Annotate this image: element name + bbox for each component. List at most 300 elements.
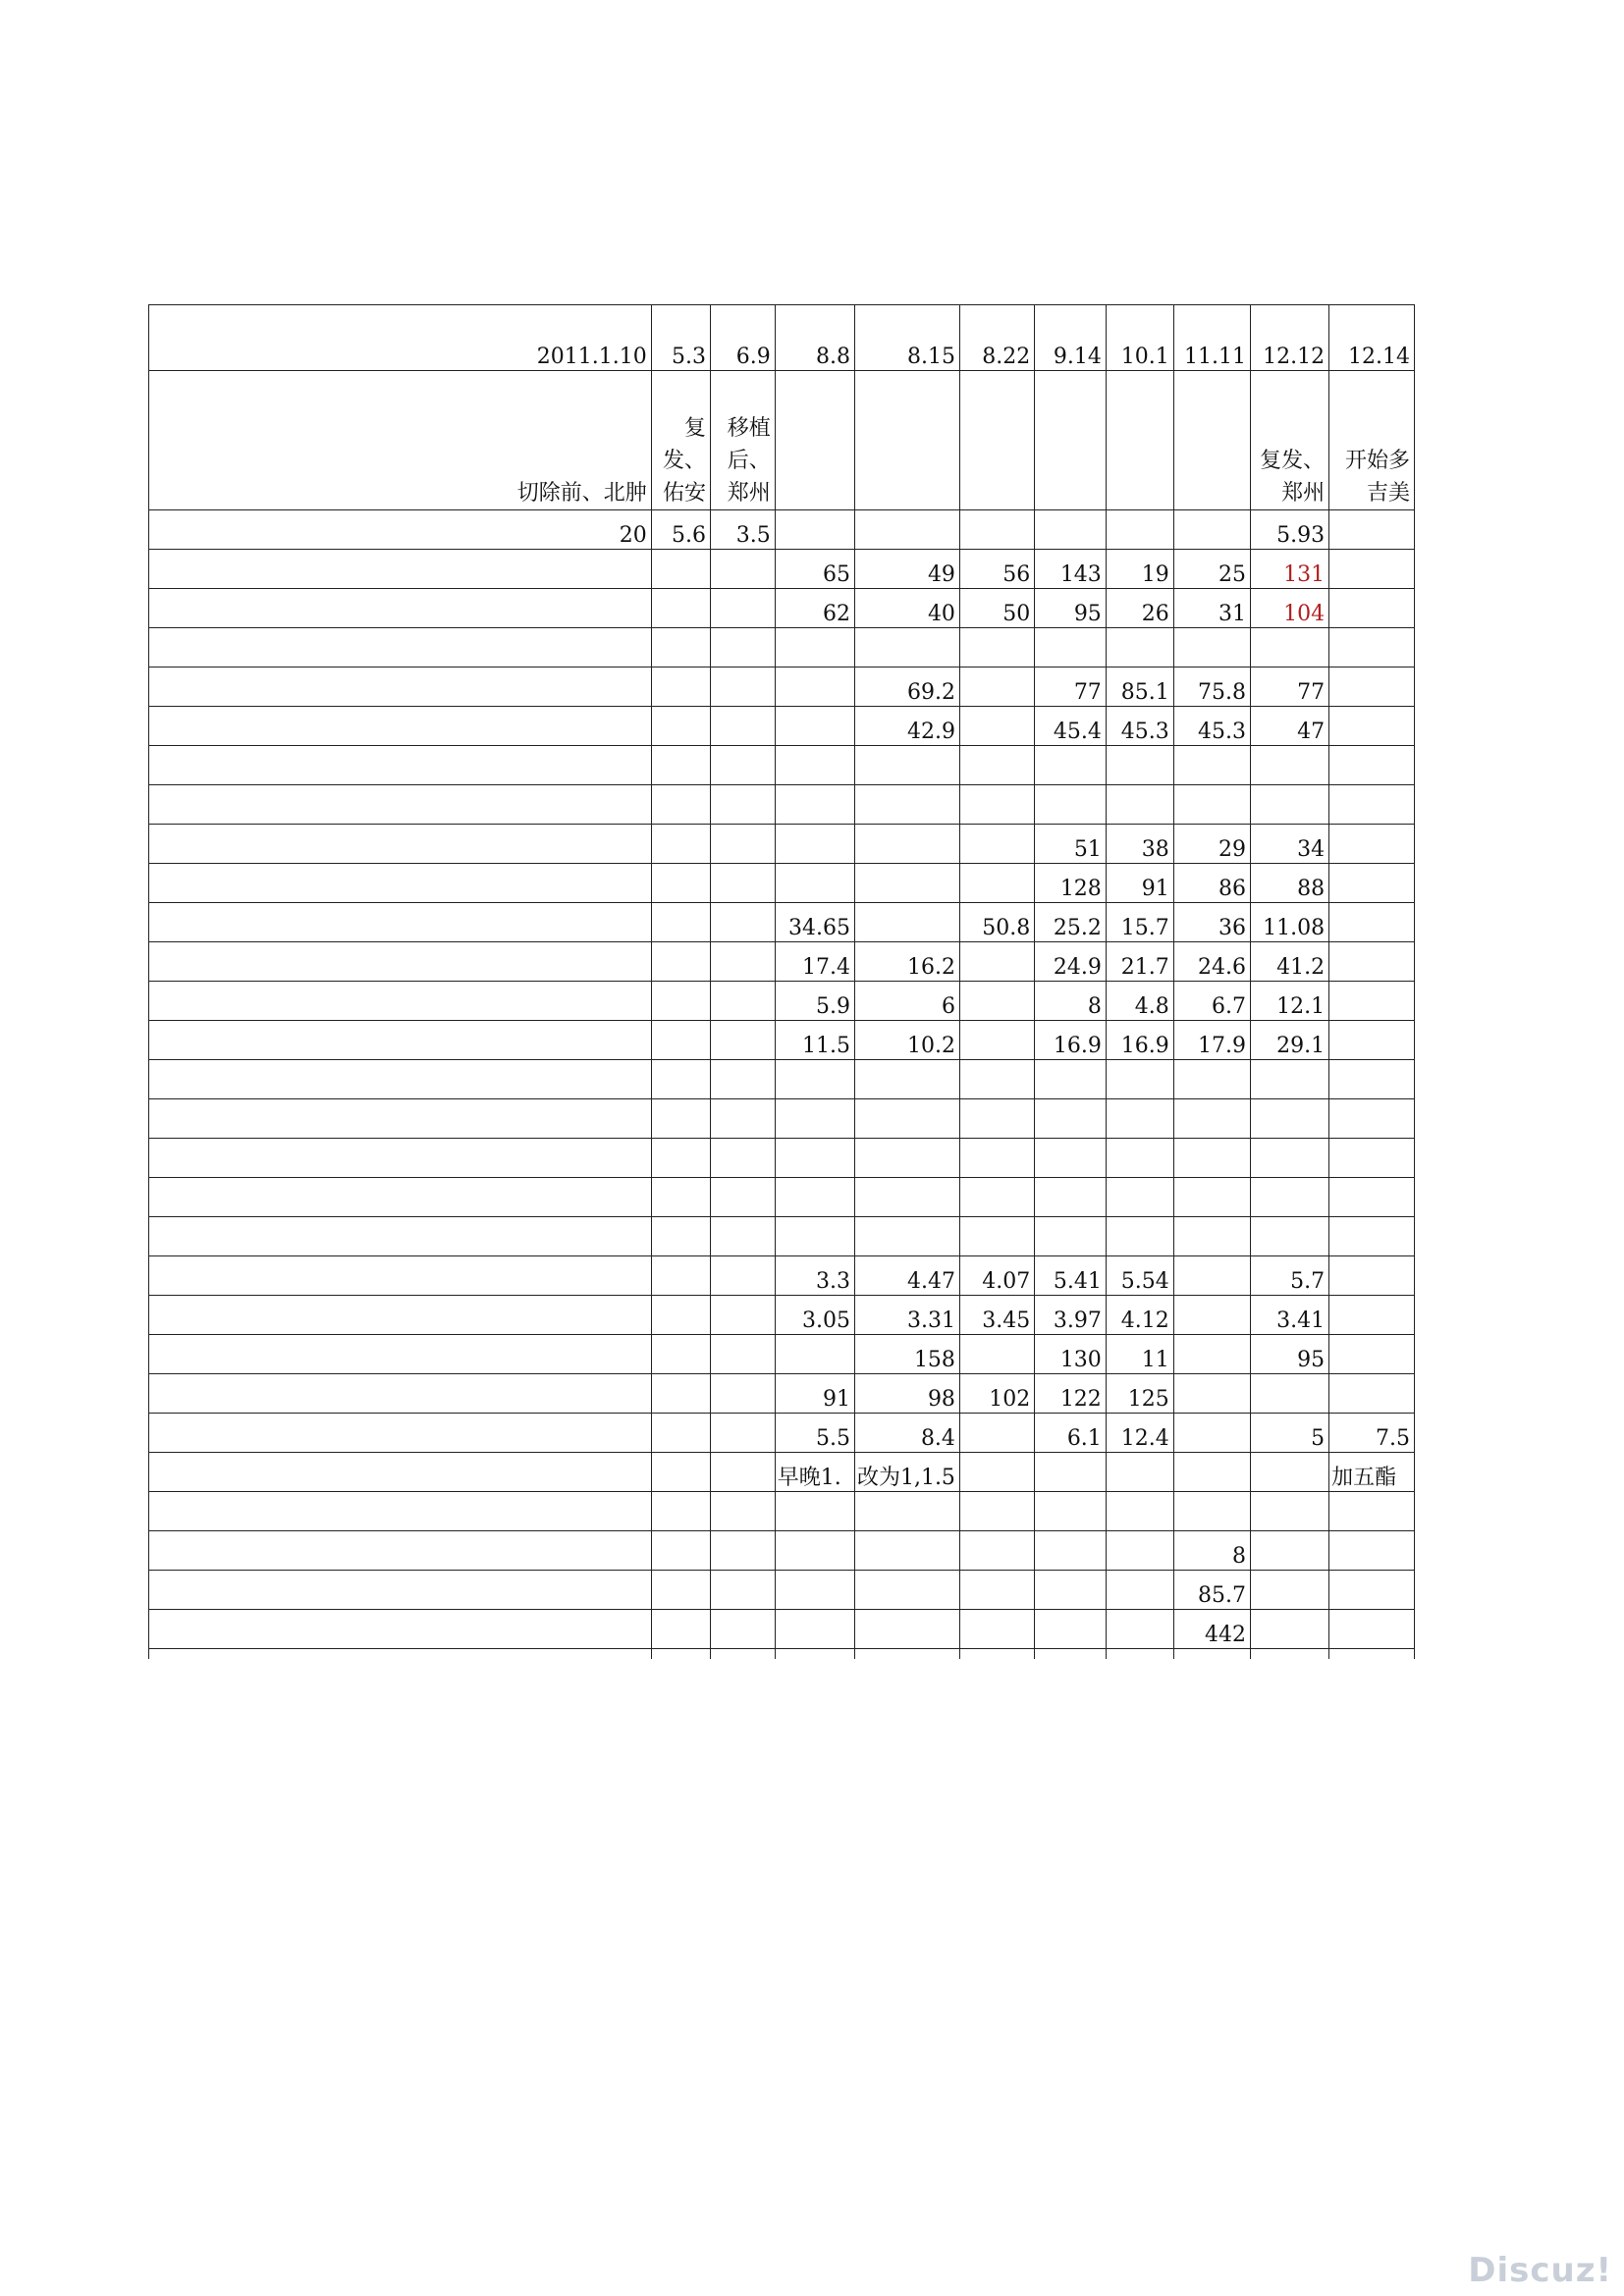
- table-cell: [651, 864, 710, 903]
- note-cell: [710, 371, 775, 510]
- table-row: [149, 1610, 1415, 1649]
- table-cell: 75.8: [1173, 667, 1250, 707]
- table-cell: 24.9: [1035, 942, 1107, 982]
- header-date-cell: 10.1: [1106, 305, 1173, 371]
- table-cell: [959, 1414, 1034, 1453]
- header-date-cell: 8.15: [854, 305, 959, 371]
- table-cell: [854, 1139, 959, 1178]
- table-row: [149, 1139, 1415, 1178]
- table-cell: [854, 1217, 959, 1256]
- table-cell: [710, 667, 775, 707]
- table-row: [149, 707, 1415, 746]
- table-cell: [651, 1139, 710, 1178]
- table-row: [149, 1178, 1415, 1217]
- table-cell: 6: [854, 982, 959, 1021]
- table-cell: [1035, 1649, 1107, 1660]
- table-cell: [854, 1060, 959, 1099]
- table-cell: [651, 1649, 710, 1660]
- table-cell: [854, 903, 959, 942]
- table-cell: 5.41: [1035, 1256, 1107, 1296]
- table-cell: [651, 825, 710, 864]
- table-cell: [1329, 1021, 1415, 1060]
- table-cell: [1173, 1296, 1250, 1335]
- table-cell: [959, 1571, 1034, 1610]
- table-cell: [710, 1099, 775, 1139]
- table-cell: 3.41: [1251, 1296, 1329, 1335]
- table-cell: [1173, 1060, 1250, 1099]
- table-cell: 24.6: [1173, 942, 1250, 982]
- table-cell: [651, 1453, 710, 1492]
- note-text: 复发、郑州: [1260, 449, 1326, 506]
- table-cell: [149, 825, 652, 864]
- table-cell: [775, 1139, 854, 1178]
- table-cell: 16.9: [1035, 1021, 1107, 1060]
- table-cell: 4.8: [1106, 982, 1173, 1021]
- table-cell: [710, 1021, 775, 1060]
- table-cell: [1251, 785, 1329, 825]
- table-cell: [775, 628, 854, 667]
- table-row: [149, 1492, 1415, 1531]
- table-cell: [775, 1649, 854, 1660]
- table-cell: 85.7: [1173, 1571, 1250, 1610]
- table-cell: [775, 1492, 854, 1531]
- table-cell: 34: [1251, 825, 1329, 864]
- table-cell: [710, 785, 775, 825]
- table-cell: [651, 942, 710, 982]
- table-cell: [1251, 1139, 1329, 1178]
- table-cell: [854, 1178, 959, 1217]
- table-cell: [710, 1217, 775, 1256]
- table-cell: [1329, 707, 1415, 746]
- table-cell: [149, 982, 652, 1021]
- table-cell: [854, 628, 959, 667]
- table-cell: [1035, 1492, 1107, 1531]
- table-cell: 16.9: [1106, 1021, 1173, 1060]
- table-cell: [1329, 550, 1415, 589]
- table-cell: 125: [1106, 1374, 1173, 1414]
- table-row: [149, 746, 1415, 785]
- table-cell: 158: [854, 1335, 959, 1374]
- table-row: [149, 1296, 1415, 1335]
- table-cell: [1106, 746, 1173, 785]
- table-cell: [1035, 1531, 1107, 1571]
- table-cell: [149, 903, 652, 942]
- table-cell: 131: [1251, 550, 1329, 589]
- table-cell: 29.1: [1251, 1021, 1329, 1060]
- table-cell: [651, 667, 710, 707]
- table-cell: 5.9: [775, 982, 854, 1021]
- table-cell: [959, 1335, 1034, 1374]
- table-cell: 45.4: [1035, 707, 1107, 746]
- table-cell: [1329, 1374, 1415, 1414]
- table-cell: [651, 1492, 710, 1531]
- table-cell: [1035, 628, 1107, 667]
- table-cell: [1251, 1374, 1329, 1414]
- table-cell: [775, 1571, 854, 1610]
- table-cell: 65: [775, 550, 854, 589]
- table-cell: [1173, 785, 1250, 825]
- table-cell: [149, 1099, 652, 1139]
- header-date-cell: 11.11: [1173, 305, 1250, 371]
- table-cell: 95: [1251, 1335, 1329, 1374]
- table-cell: [854, 1099, 959, 1139]
- table-cell: [149, 785, 652, 825]
- table-cell: [1329, 1335, 1415, 1374]
- table-cell: [651, 1531, 710, 1571]
- table-cell: [149, 1256, 652, 1296]
- table-cell: 19: [1106, 550, 1173, 589]
- table-row: [149, 1021, 1415, 1060]
- table-cell: [149, 1021, 652, 1060]
- table-cell: 3.3: [775, 1256, 854, 1296]
- note-text: 复发、佑安: [662, 416, 706, 506]
- table-cell: [651, 1335, 710, 1374]
- table-row: [149, 1571, 1415, 1610]
- table-cell: [959, 982, 1034, 1021]
- table-cell: [710, 628, 775, 667]
- table-cell: [149, 864, 652, 903]
- table-cell: [1035, 785, 1107, 825]
- table-cell: [775, 864, 854, 903]
- table-cell: [1329, 1217, 1415, 1256]
- table-cell: 17.9: [1173, 1021, 1250, 1060]
- table-cell: [1329, 1571, 1415, 1610]
- table-cell: 130: [1035, 1335, 1107, 1374]
- table-cell: [710, 1374, 775, 1414]
- table-cell: [1035, 1060, 1107, 1099]
- table-cell: [1035, 1571, 1107, 1610]
- table-cell: [651, 1178, 710, 1217]
- table-cell: [1251, 1610, 1329, 1649]
- note-text: 开始多吉美: [1344, 449, 1410, 506]
- table-cell: [1106, 785, 1173, 825]
- table-cell: 45.3: [1106, 707, 1173, 746]
- table-cell: [959, 1060, 1034, 1099]
- table-cell: [710, 1610, 775, 1649]
- table-cell: 17.4: [775, 942, 854, 982]
- note-cell: [651, 371, 710, 510]
- table-cell: [1329, 1060, 1415, 1099]
- table-cell: 12.4: [1106, 1414, 1173, 1453]
- table-cell: [651, 1571, 710, 1610]
- table-cell: [1329, 1139, 1415, 1178]
- table-cell: [1251, 1649, 1329, 1660]
- table-row: [149, 1531, 1415, 1571]
- table-cell: [1106, 1571, 1173, 1610]
- table-cell: [1173, 1335, 1250, 1374]
- table-cell: 25: [1173, 550, 1250, 589]
- table-cell: 88: [1251, 864, 1329, 903]
- table-cell: 5: [1251, 1414, 1329, 1453]
- table-row: [149, 1060, 1415, 1099]
- note-cell: [775, 371, 854, 510]
- table-cell: 25.2: [1035, 903, 1107, 942]
- table-cell: [1035, 1453, 1107, 1492]
- table-cell: [149, 1414, 652, 1453]
- table-cell: [149, 707, 652, 746]
- header-date-cell: 6.9: [710, 305, 775, 371]
- table-cell: [1106, 1531, 1173, 1571]
- table-row: [149, 1256, 1415, 1296]
- table-cell: 5.54: [1106, 1256, 1173, 1296]
- table-row: [149, 1335, 1415, 1374]
- table-cell: [959, 1531, 1034, 1571]
- table-cell: [1329, 1178, 1415, 1217]
- table-cell: [775, 1060, 854, 1099]
- table-cell: [710, 1296, 775, 1335]
- table-cell: [1329, 746, 1415, 785]
- table-cell: [710, 746, 775, 785]
- table-cell: [775, 667, 854, 707]
- table-cell: [1329, 982, 1415, 1021]
- table-cell: [854, 510, 959, 550]
- table-cell: [1035, 510, 1107, 550]
- table-cell: [651, 550, 710, 589]
- table-cell: [651, 785, 710, 825]
- table-cell: [710, 1139, 775, 1178]
- table-cell: 26: [1106, 589, 1173, 628]
- table-cell: [775, 825, 854, 864]
- table-cell: [959, 746, 1034, 785]
- table-cell: 改为1,1.5: [854, 1453, 959, 1492]
- table-cell: [1106, 1649, 1173, 1660]
- table-cell: [149, 746, 652, 785]
- table-cell: [710, 707, 775, 746]
- table-cell: [854, 746, 959, 785]
- table-cell: [149, 628, 652, 667]
- table-cell: [959, 1178, 1034, 1217]
- table-cell: 95: [1035, 589, 1107, 628]
- table-cell: 69.2: [854, 667, 959, 707]
- table-cell: [959, 628, 1034, 667]
- table-cell: [710, 550, 775, 589]
- table-cell: [710, 1335, 775, 1374]
- table-cell: 47: [1251, 707, 1329, 746]
- table-cell: 8.4: [854, 1414, 959, 1453]
- table-cell: [149, 667, 652, 707]
- table-cell: [959, 667, 1034, 707]
- table-cell: [854, 785, 959, 825]
- table-cell: [959, 1217, 1034, 1256]
- header-date-cell: 12.12: [1251, 305, 1329, 371]
- table-cell: 3.05: [775, 1296, 854, 1335]
- table-cell: [1329, 1610, 1415, 1649]
- table-row: [149, 903, 1415, 942]
- table-cell: [1106, 1492, 1173, 1531]
- table-cell: [1329, 628, 1415, 667]
- table-cell: [1035, 1178, 1107, 1217]
- table-cell: 49: [854, 550, 959, 589]
- table-cell: [1251, 1099, 1329, 1139]
- note-text: 切除前、北肿: [516, 481, 647, 506]
- table-cell: 62: [775, 589, 854, 628]
- table-cell: [1173, 1453, 1250, 1492]
- table-cell: [1173, 1099, 1250, 1139]
- table-cell: [1251, 746, 1329, 785]
- table-cell: 34.65: [775, 903, 854, 942]
- table-cell: [1329, 785, 1415, 825]
- table-cell: [1035, 1099, 1107, 1139]
- discuz-watermark: Discuz!: [1468, 2251, 1612, 2290]
- table-cell: [651, 628, 710, 667]
- table-cell: [1173, 1217, 1250, 1256]
- note-cell: [1035, 371, 1107, 510]
- table-cell: [1329, 1256, 1415, 1296]
- table-cell: [775, 785, 854, 825]
- table-cell: [854, 1571, 959, 1610]
- table-cell: 10.2: [854, 1021, 959, 1060]
- table-cell: [149, 1649, 652, 1660]
- data-table: [148, 304, 1415, 1659]
- table-cell: 11.08: [1251, 903, 1329, 942]
- table-cell: 122: [1035, 1374, 1107, 1414]
- table-cell: 3.97: [1035, 1296, 1107, 1335]
- table-cell: [1251, 1492, 1329, 1531]
- table-cell: [1106, 1099, 1173, 1139]
- table-cell: 77: [1251, 667, 1329, 707]
- table-cell: 8: [1173, 1531, 1250, 1571]
- table-cell: [149, 1571, 652, 1610]
- table-cell: [959, 1453, 1034, 1492]
- table-cell: [959, 1021, 1034, 1060]
- table-cell: 98: [854, 1374, 959, 1414]
- table-cell: [651, 589, 710, 628]
- table-cell: 36: [1173, 903, 1250, 942]
- table-cell: [854, 1531, 959, 1571]
- table-cell: [710, 864, 775, 903]
- table-cell: [1173, 1178, 1250, 1217]
- header-date-cell: 5.3: [651, 305, 710, 371]
- table-cell: [651, 903, 710, 942]
- table-cell: [1106, 1139, 1173, 1178]
- table-cell: 29: [1173, 825, 1250, 864]
- table-row: [149, 1414, 1415, 1453]
- table-cell: [775, 1610, 854, 1649]
- notes-row: [149, 371, 1415, 510]
- table-cell: [710, 825, 775, 864]
- table-cell: [1251, 1060, 1329, 1099]
- table-cell: 4.47: [854, 1256, 959, 1296]
- table-row: [149, 550, 1415, 589]
- note-text: 移植后、郑州: [727, 416, 771, 506]
- table-cell: [710, 1531, 775, 1571]
- table-cell: [1106, 1060, 1173, 1099]
- table-cell: [959, 1492, 1034, 1531]
- table-cell: [710, 1492, 775, 1531]
- table-cell: 6.1: [1035, 1414, 1107, 1453]
- table-row: [149, 667, 1415, 707]
- table-cell: [149, 1492, 652, 1531]
- table-cell: 91: [1106, 864, 1173, 903]
- table-cell: [1329, 864, 1415, 903]
- table-cell: 11.5: [775, 1021, 854, 1060]
- table-cell: 91: [775, 1374, 854, 1414]
- table-cell: [651, 1374, 710, 1414]
- table-cell: [959, 510, 1034, 550]
- table-cell: [149, 1453, 652, 1492]
- table-cell: 3.5: [710, 510, 775, 550]
- table-cell: [959, 1139, 1034, 1178]
- table-cell: [651, 1217, 710, 1256]
- table-cell: [1251, 1178, 1329, 1217]
- header-date-cell: 8.8: [775, 305, 854, 371]
- table-cell: [1173, 510, 1250, 550]
- table-cell: [651, 707, 710, 746]
- table-cell: [1173, 1649, 1250, 1660]
- table-cell: [710, 1414, 775, 1453]
- table-cell: [1329, 903, 1415, 942]
- table-cell: 8: [1035, 982, 1107, 1021]
- table-cell: 442: [1173, 1610, 1250, 1649]
- table-cell: [1329, 1492, 1415, 1531]
- table-cell: 77: [1035, 667, 1107, 707]
- table-cell: 42.9: [854, 707, 959, 746]
- table-cell: 4.07: [959, 1256, 1034, 1296]
- header-date-cell: 8.22: [959, 305, 1034, 371]
- table-cell: [651, 1610, 710, 1649]
- table-cell: 41.2: [1251, 942, 1329, 982]
- table-cell: 6.7: [1173, 982, 1250, 1021]
- table-cell: [651, 1414, 710, 1453]
- table-cell: [710, 589, 775, 628]
- table-cell: [1173, 1492, 1250, 1531]
- table-cell: [854, 1649, 959, 1660]
- spreadsheet-page: [148, 304, 1415, 1659]
- table-row: [149, 982, 1415, 1021]
- table-cell: [1251, 1571, 1329, 1610]
- table-cell: 21.7: [1106, 942, 1173, 982]
- table-cell: 38: [1106, 825, 1173, 864]
- header-date-cell: 12.14: [1329, 305, 1415, 371]
- table-cell: 128: [1035, 864, 1107, 903]
- table-cell: [1173, 1139, 1250, 1178]
- table-cell: 15.7: [1106, 903, 1173, 942]
- table-cell: 104: [1251, 589, 1329, 628]
- table-cell: [710, 1060, 775, 1099]
- table-cell: [149, 1217, 652, 1256]
- table-cell: [651, 1256, 710, 1296]
- table-row: [149, 942, 1415, 982]
- table-cell: [1173, 1374, 1250, 1414]
- note-cell: [149, 371, 652, 510]
- table-cell: [1329, 825, 1415, 864]
- table-row: [149, 1374, 1415, 1414]
- table-cell: [775, 510, 854, 550]
- table-cell: [959, 1610, 1034, 1649]
- table-cell: [651, 1099, 710, 1139]
- table-cell: 85.1: [1106, 667, 1173, 707]
- table-cell: [149, 1139, 652, 1178]
- table-cell: [710, 1453, 775, 1492]
- header-date-cell: 9.14: [1035, 305, 1107, 371]
- table-cell: [1106, 1178, 1173, 1217]
- table-cell: 4.12: [1106, 1296, 1173, 1335]
- table-cell: [651, 746, 710, 785]
- table-cell: 56: [959, 550, 1034, 589]
- table-cell: [1251, 1217, 1329, 1256]
- table-cell: [710, 982, 775, 1021]
- table-cell: 40: [854, 589, 959, 628]
- table-cell: [775, 1335, 854, 1374]
- table-cell: [959, 785, 1034, 825]
- table-cell: 20: [149, 510, 652, 550]
- table-cell: [149, 589, 652, 628]
- table-cell: [959, 825, 1034, 864]
- table-cell: [1035, 746, 1107, 785]
- table-cell: 51: [1035, 825, 1107, 864]
- table-cell: [1329, 1296, 1415, 1335]
- table-row: [149, 1453, 1415, 1492]
